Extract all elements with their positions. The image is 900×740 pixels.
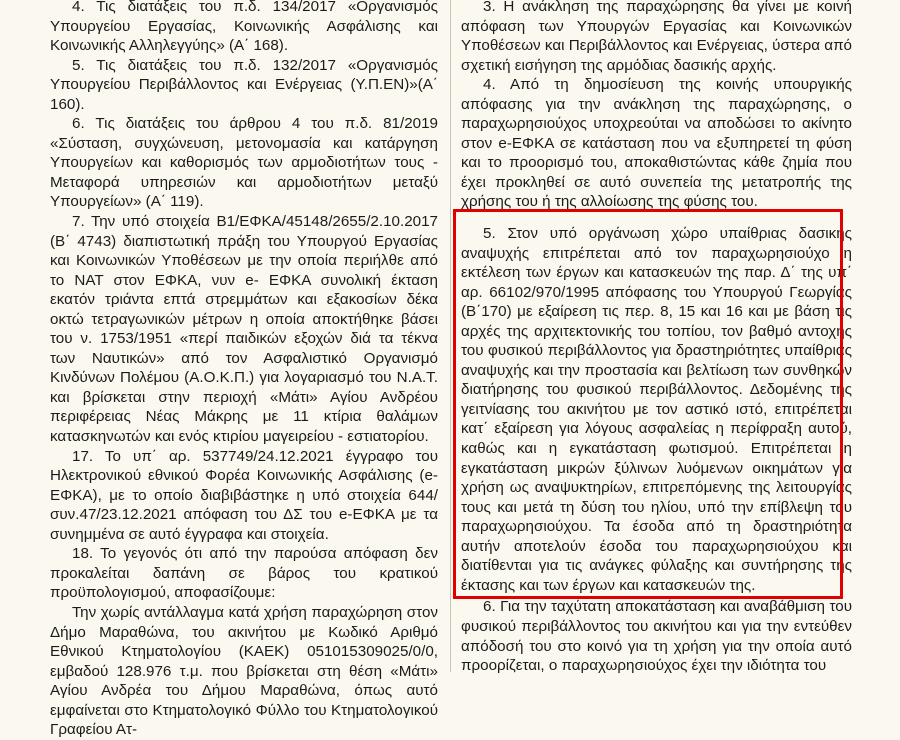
paragraph-5: 5. Τις διατάξεις του π.δ. 132/2017 «Οργανισμός Υπουργείου Περιβάλλοντος και Ενέργειας (Υ.Π.ΕΝ)»(Α΄ 160). (50, 56, 438, 113)
right-column (461, 0, 852, 676)
decision-paragraph: Την χωρίς αντάλλαγμα κατά χρήση παραχώρηση στον Δήμο Μαραθώνα, του ακινήτου με Κωδικό Αριθμό Εθνικού Κτηματολογίου (ΚΑΕΚ) 051015309025/0/0, εμβαδού 128.976 τ.μ. που βρίσκεται στη θέση «Μάτι» Αγίου Ανδρέα του Δήμου Μαραθώνα, όπως αυτό εμφαίνεται στο Κτηματολογικό Φύλλο του Κτηματολογικού Γραφείου Ατ- (50, 603, 438, 739)
paragraph-6: 6. Τις διατάξεις του άρθρου 4 του π.δ. 81/2019 «Σύσταση, συγχώνευση, μετονομασία και κατάργηση Υπουργείων και καθορισμός των αρμοδιοτήτων τους - Μεταφορά υπηρεσιών και αρμοδιοτήτων μεταξύ Υπουργείων» (Α΄ 119). (50, 115, 438, 211)
column-divider (450, 0, 451, 672)
paragraph-5-right: 5. Στον υπό οργάνωση χώρο υπαίθριας δασικής αναψυχής επιτρέπεται από τον παραχωρησιούχο η εκτέλεση των έργων και κατασκευών της παρ. Δ΄ της υπ΄ αρ. 66102/970/1995 απόφασης του Υπουργού Γεωργίας (Β΄170) με εξαίρεση τις περ. 8, 15 και 16 και με βάση τις αρχές της αρχιτεκτονικής του τοπίου, τον βαθμό αντοχής του φυσικού περιβάλλοντος για δραστηριότητες υπαίθριας αναψυχής και την προστασία και βελτίωση των συνθηκών διατήρησης του φυσικού περιβάλλοντος. Δεδομένης της γειτνίασης του ακινήτου με τον αστικό ιστό, επιτρέπεται κατ΄ εξαίρεση για λόγους ασφαλείας η περίφραξη αυτού, καθώς και η εγκατάσταση φωτισμού. Επιτρέπεται η εγκατάσταση μικρών ξύλινων λυόμενων οικημάτων για χρήση ως αναψυκτηρίων, επιτρεπόμενης της λειτουργίας τους και μετά τη δύση του ηλίου, υπό την επίβλεψη του παραχωρησιούχου. Τα έσοδα από τη δραστηριότητα αυτήν αποτελούν έσοδα του παραχωρησιούχου και διατίθενται για τις ανάγκες φύλαξης και συντήρησης της έκτασης και των έργων και κατασκευών της. (461, 225, 852, 594)
paragraph-7: 7. Την υπό στοιχεία Β1/ΕΦΚΑ/45148/2655/2.10.2017 (Β΄ 4743) διαπιστωτική πράξη του Υπουργού Εργασίας και Κοινωνικών Υποθέσεων με την οποία περιήλθε από το ΝΑΤ στον ΕΦΚΑ, νυν e- ΕΦΚΑ συνολική έκταση εκατόν τριάντα επτά στρεμμάτων και εξακοσίων δέκα οκτώ τετραγωνικών μέτρων η οποία αποκτήθηκε βάσει του ν. 1753/1951 «περί παιδικών εξοχών διά τα τέκνα των Ναυτικών» από τον Ασφαλιστικό Οργανισμό Κινδύνων Πολέμου (Α.Ο.Κ.Π.) για λογαριασμό του Ν.Α.Τ. και βρίσκεται στην περιοχή «Μάτι» Αγίου Ανδρέου περιφέρειας Νέας Μάκρης με 11 κτίρια θαλάμων κατασκηνωτών και ενός κτιρίου μαγειρείου - εστιατορίου. (50, 213, 438, 446)
left-column (50, 0, 438, 740)
paragraph-4: 4. Τις διατάξεις του π.δ. 134/2017 «Οργανισμός Υπουργείου Εργασίας, Κοινωνικής Ασφάλισης και Κοινωνικής Αλληλεγγύης» (Α΄ 168). (50, 0, 438, 55)
paragraph-18: 18. Το γεγονός ότι από την παρούσα απόφαση δεν προκαλείται δαπάνη σε βάρος του κρατικού προϋπολογισμού, αποφασίζουμε: (50, 545, 438, 602)
paragraph-17: 17. Το υπ΄ αρ. 537749/24.12.2021 έγγραφο του Ηλεκτρονικού εθνικού Φορέα Κοινωνικής Ασφάλισης (e-ΕΦΚΑ), με το οποίο διαβιβάστηκε η υπό στοιχεία 644/συν.47/23.12.2021 απόφαση του ΔΣ του e-ΕΦΚΑ με τα συνημμένα σε αυτό έγγραφα και στοιχεία. (50, 447, 438, 543)
paragraph-6-right: 6. Για την ταχύτατη αποκατάσταση και αναβάθμιση του φυσικού περιβάλλοντος του ακινήτου και για την εντεύθεν απόδοσή του στο κοινό για τη χρήση για την οποία αυτό προορίζεται, ο παραχωρησιούχος έχει την ιδιότητα του (461, 598, 852, 675)
paragraph-4-right: 4. Από τη δημοσίευση της κοινής υπουργικής απόφασης για την ανάκληση της παραχώρησης, ο παραχωρησιούχος υποχρεούται να αποδώσει το ακίνητο στον e-ΕΦΚΑ σε κατάσταση που να εξυπηρετεί τη φύση και το προορισμό του, αποκαθιστώντας κάθε ζημία που έχει προκληθεί σε αυτό συνεπεία της μετατροπής της χρήσης του ή της αλλοίωσης της φύσης του. (461, 76, 852, 211)
paragraph-3: 3. Η ανάκληση της παραχώρησης θα γίνει με κοινή απόφαση των Υπουργών Εργασίας και Κοινωνικών Υποθέσεων και Περιβάλλοντος και Ενέργειας, ύστερα από σχετική εισήγηση της αρμόδιας δασικής αρχής. (461, 0, 852, 74)
